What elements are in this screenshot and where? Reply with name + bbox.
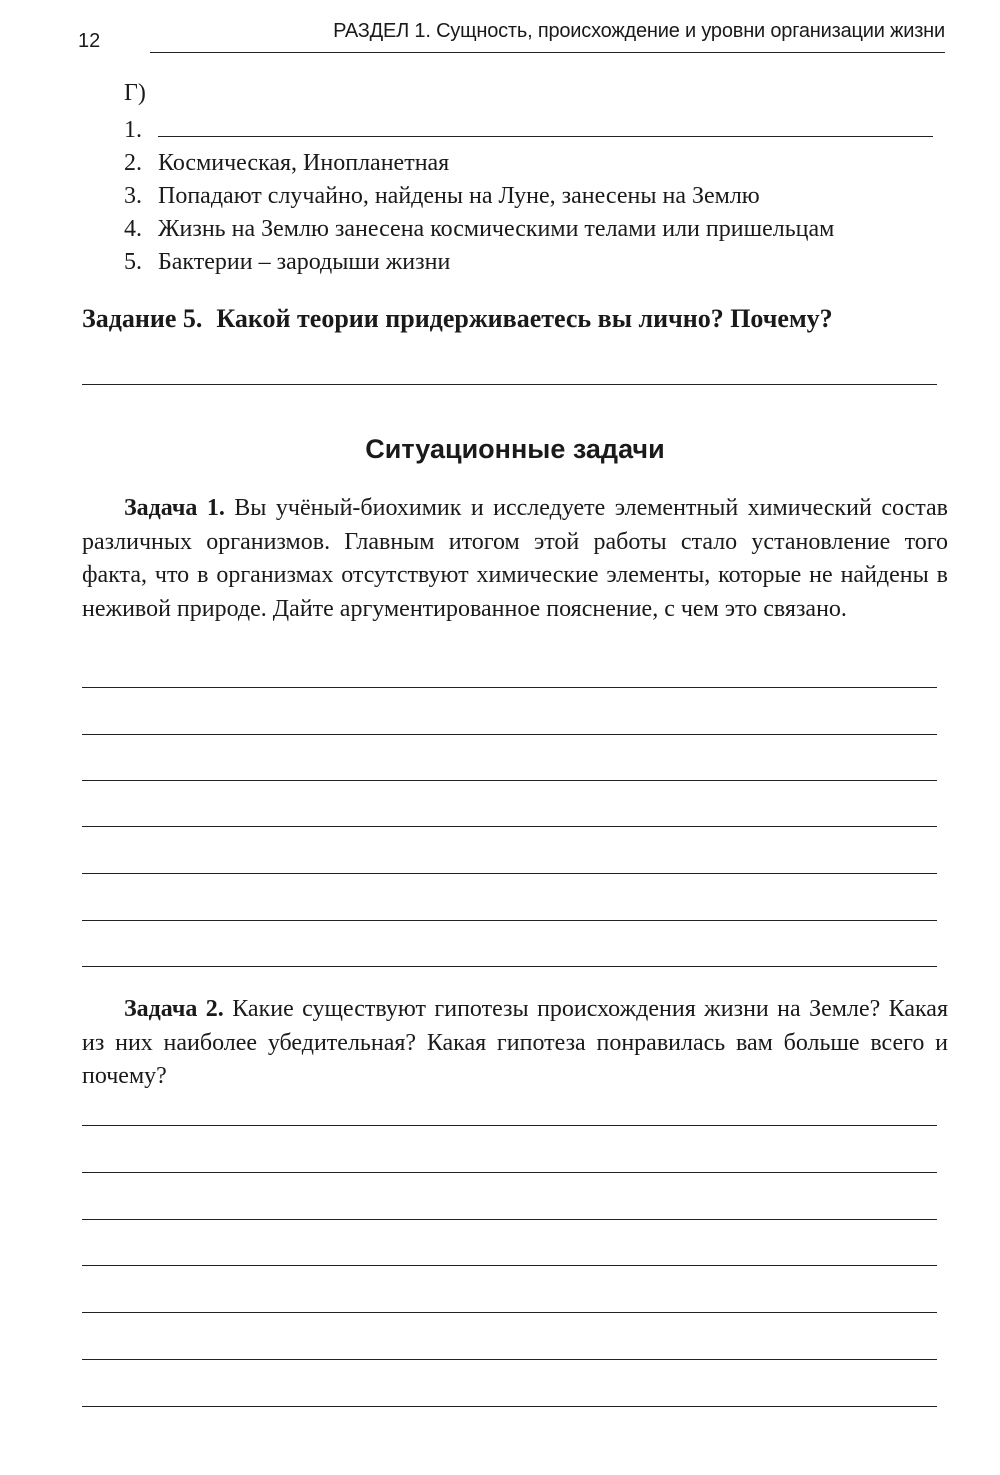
section-title: Ситуационные задачи: [365, 434, 665, 464]
answer-item: [124, 180, 954, 213]
answer-blank-line[interactable]: [158, 114, 933, 137]
answer-list: [124, 114, 954, 279]
answer-number: 1.: [124, 117, 142, 143]
page-number: 12: [78, 30, 101, 52]
answer-heading: Г): [124, 80, 146, 106]
answer-line[interactable]: [82, 734, 937, 735]
answer-item: [124, 114, 954, 147]
task5-label: Задание 5.: [82, 304, 203, 333]
answer-line[interactable]: [82, 1172, 937, 1173]
answer-line[interactable]: [82, 966, 937, 967]
problem-1-text: Вы учёный-биохимик и исследуете элементный химический состав различных организмов. Главным итогом этой работы стало установление того факта, что в организмах отсутствуют химические элементы, которые не найдены в неживой природе. Дайте аргументированное пояснение, с чем это связано.: [82, 495, 948, 622]
answer-item: [124, 147, 954, 180]
answer-line[interactable]: [82, 1219, 937, 1220]
answer-line[interactable]: [82, 873, 937, 874]
answer-line[interactable]: [82, 687, 937, 688]
problem-2: [82, 993, 948, 1094]
answer-number: 2.: [124, 150, 142, 176]
answer-text: Попадают случайно, найдены на Луне, занесены на Землю: [158, 183, 760, 209]
answer-line[interactable]: [82, 1125, 937, 1126]
answer-line[interactable]: [82, 384, 937, 385]
answer-text: Космическая, Инопланетная: [158, 150, 450, 176]
task5-heading: [82, 304, 833, 334]
answer-text: Бактерии – зародыши жизни: [158, 249, 451, 275]
answer-item: [124, 246, 954, 279]
header-rule: [150, 52, 945, 53]
problem-2-text: Какие существуют гипотезы происхождения жизни на Земле? Какая из них наиболее убедительная? Какая гипотеза понравилась вам больше всего и почему?: [82, 996, 948, 1089]
answer-item: [124, 213, 954, 246]
answer-text: Жизнь на Землю занесена космическими телами или пришельцам: [158, 216, 835, 242]
answer-number: 5.: [124, 249, 142, 275]
answer-number: 3.: [124, 183, 142, 209]
answer-line[interactable]: [82, 1359, 937, 1360]
answer-line[interactable]: [82, 1406, 937, 1407]
answer-line[interactable]: [82, 826, 937, 827]
answer-line[interactable]: [82, 780, 937, 781]
answer-line[interactable]: [82, 1312, 937, 1313]
answer-number: 4.: [124, 216, 142, 242]
task5-question: Какой теории придерживаетесь вы лично? Почему?: [216, 304, 833, 333]
problem-1-label: Задача 1.: [124, 495, 225, 521]
answer-line[interactable]: [82, 920, 937, 921]
problem-2-label: Задача 2.: [124, 996, 224, 1022]
answer-line[interactable]: [82, 1265, 937, 1266]
running-header: РАЗДЕЛ 1. Сущность, происхождение и уровни организации жизни: [333, 20, 945, 42]
problem-1: [82, 492, 948, 626]
